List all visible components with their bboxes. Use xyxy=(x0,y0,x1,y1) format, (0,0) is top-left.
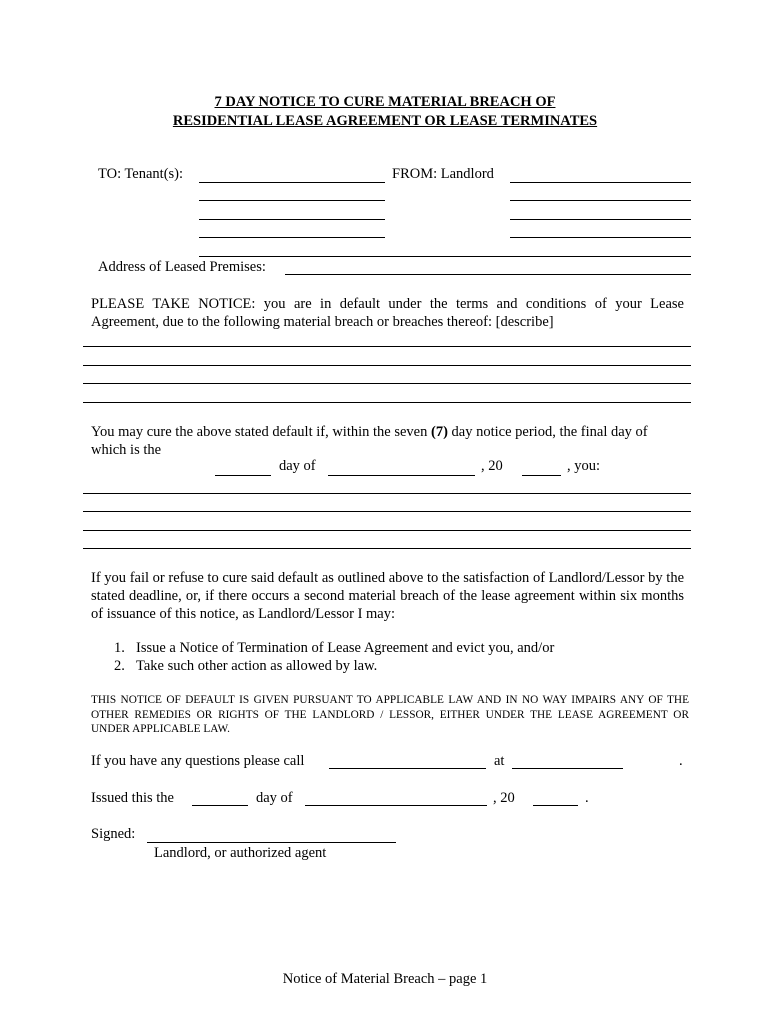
cure-day-of-label: day of xyxy=(279,458,316,474)
landlord-field-4[interactable] xyxy=(510,237,691,238)
cure-paragraph xyxy=(91,423,684,459)
cure-you-label: , you: xyxy=(567,458,601,474)
cure-text-after: day notice period, the final day of which is the xyxy=(91,424,648,458)
document-title-line-1: 7 DAY NOTICE TO CURE MATERIAL BREACH OF xyxy=(214,94,556,110)
breach-description-line-4[interactable] xyxy=(83,402,691,403)
tenant-field-4[interactable] xyxy=(199,237,385,238)
seven-bold: (7) xyxy=(431,424,448,440)
address-continuation-field[interactable] xyxy=(199,256,691,257)
issued-year-field[interactable] xyxy=(533,805,578,806)
questions-at-label: at xyxy=(494,753,505,769)
breach-description-line-1[interactable] xyxy=(83,346,691,347)
signature-caption: Landlord, or authorized agent xyxy=(154,845,327,861)
cure-action-line-2[interactable] xyxy=(83,511,691,512)
list-item-number: 1. xyxy=(114,640,125,656)
notice-paragraph: PLEASE TAKE NOTICE: you are in default under the terms and conditions of your Lease Agreement, due to the following material breach or breaches thereof: [describe] xyxy=(91,296,684,330)
issued-day-field[interactable] xyxy=(192,805,248,806)
list-item-text: Take such other action as allowed by law. xyxy=(136,658,378,674)
tenant-field-2[interactable] xyxy=(199,200,385,201)
list-item xyxy=(114,658,377,675)
issued-day-of-label: day of xyxy=(256,790,293,806)
page-footer: Notice of Material Breach – page 1 xyxy=(282,971,488,987)
tenant-field-1[interactable] xyxy=(199,182,385,183)
cure-year-prefix: , 20 xyxy=(481,458,503,474)
breach-description-line-3[interactable] xyxy=(83,383,691,384)
cure-day-field[interactable] xyxy=(215,475,271,476)
from-landlord-label: FROM: Landlord xyxy=(392,166,494,182)
signature-field[interactable] xyxy=(147,842,396,843)
landlord-field-3[interactable] xyxy=(510,219,691,220)
cure-action-line-3[interactable] xyxy=(83,530,691,531)
cure-month-field[interactable] xyxy=(328,475,475,476)
failure-paragraph: If you fail or refuse to cure said default as outlined above to the satisfaction of Landlord/Lessor by the stated deadline, or, if there occurs a second material breach of the lease agreement within six months of issuance of this notice, as Landlord/Lessor I may: xyxy=(91,570,684,622)
questions-label: If you have any questions please call xyxy=(91,753,305,769)
issued-label: Issued this the xyxy=(91,790,174,806)
list-item-number: 2. xyxy=(114,658,125,674)
breach-description-line-2[interactable] xyxy=(83,365,691,366)
address-label: Address of Leased Premises: xyxy=(98,259,266,275)
list-item xyxy=(114,640,554,657)
questions-phone-field[interactable] xyxy=(512,768,623,769)
landlord-field-2[interactable] xyxy=(510,200,691,201)
issued-month-field[interactable] xyxy=(305,805,487,806)
cure-year-field[interactable] xyxy=(522,475,561,476)
cure-action-line-4[interactable] xyxy=(83,548,691,549)
disclaimer-text: THIS NOTICE OF DEFAULT IS GIVEN PURSUANT TO APPLICABLE LAW AND IN NO WAY IMPAIRS ANY OF THE OTHER REMEDIES OR RIGHTS OF THE LANDLORD / LESSOR, EITHER UNDER THE LEASE AGREEMENT OR UNDER APPLICABLE LAW. xyxy=(91,694,689,735)
cure-action-line-1[interactable] xyxy=(83,493,691,494)
address-field[interactable] xyxy=(285,274,691,275)
landlord-field-1[interactable] xyxy=(510,182,691,183)
tenant-field-3[interactable] xyxy=(199,219,385,220)
document-title-line-2: RESIDENTIAL LEASE AGREEMENT OR LEASE TERMINATES xyxy=(172,113,598,129)
questions-contact-field[interactable] xyxy=(329,768,486,769)
list-item-text: Issue a Notice of Termination of Lease Agreement and evict you, and/or xyxy=(136,640,555,656)
to-tenant-label: TO: Tenant(s): xyxy=(98,166,184,182)
issued-period: . xyxy=(585,790,589,806)
questions-period: . xyxy=(679,753,683,769)
signed-label: Signed: xyxy=(91,826,136,842)
cure-text-before: You may cure the above stated default if, within the seven xyxy=(91,424,431,440)
issued-year-prefix: , 20 xyxy=(493,790,515,806)
